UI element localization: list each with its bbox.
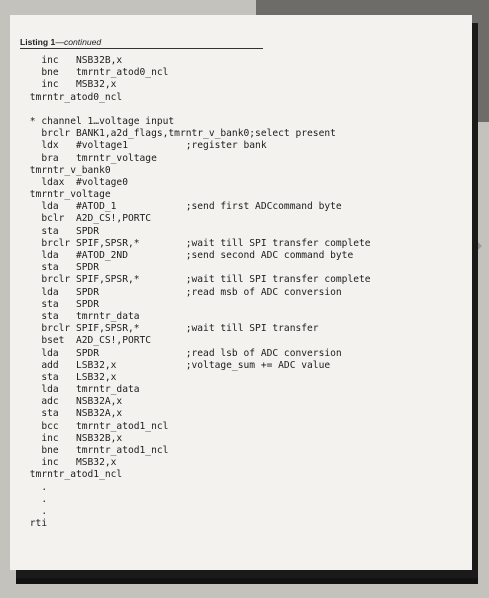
code-listing-box [10, 15, 472, 570]
listing-shadow [16, 570, 478, 584]
code-line: bra tmrntr_voltage [24, 152, 157, 164]
code-line: tmrntr_v_bank0 [24, 164, 111, 176]
code-line: tmrntr_voltage [24, 189, 111, 201]
code-line: sta NSB32A,x [24, 408, 123, 420]
code-line: inc MSB32,x [24, 457, 117, 469]
code-line: . [24, 493, 48, 505]
listing-heading [20, 37, 101, 47]
code-line: bne tmrntr_atod0_ncl [24, 67, 169, 79]
code-line: sta SPDR [24, 225, 100, 237]
code-line: bcc tmrntr_atod1_ncl [24, 420, 169, 432]
assembly-code [24, 55, 464, 530]
code-line: sta SPDR [24, 262, 100, 274]
code-line: tmrntr_atod1_ncl [24, 469, 123, 481]
code-line: bne tmrntr_atod1_ncl [24, 445, 169, 456]
code-line: tmrntr_atod0_ncl [24, 91, 123, 103]
code-line: inc NSB32B,x [24, 432, 123, 444]
code-line: ldax #voltage0 [24, 176, 128, 188]
code-line: brclr SPIF,SPSR,* ;wait till SPI transfer complete [24, 274, 371, 286]
code-line: sta SPDR [24, 298, 100, 310]
code-line: sta tmrntr_data [24, 310, 140, 322]
code-line: brclr SPIF,SPSR,* ;wait till SPI transfer complete [24, 237, 371, 249]
code-line: * channel 1…voltage input [24, 115, 175, 127]
code-line: add LSB32,x ;voltage_sum += ADC value [24, 359, 331, 371]
code-line: ldx #voltage1 ;register bank [24, 140, 267, 152]
code-line: lda SPDR ;read msb of ADC conversion [24, 286, 342, 298]
code-line: brclr SPIF,SPSR,* ;wait till SPI transfer [24, 323, 319, 335]
code-line: . [24, 481, 48, 493]
code-line: brclr BANK1,a2d_flags,tmrntr_v_bank0;select present [24, 128, 336, 140]
listing-title: Listing 1 [20, 37, 56, 47]
code-line: lda #ATOD_1 ;send first ADCcommand byte [24, 201, 342, 213]
code-line: . [24, 505, 48, 517]
listing-continued: —continued [55, 37, 102, 47]
code-line: lda tmrntr_data [24, 384, 140, 396]
code-line: adc NSB32A,x [24, 396, 123, 408]
code-line: lda #ATOD_2ND ;send second ADC command byte [24, 250, 354, 261]
code-line: rti [24, 518, 48, 530]
code-line: sta LSB32,x [24, 371, 117, 383]
code-line [24, 104, 464, 116]
heading-rule [20, 48, 263, 49]
code-line: bset A2D_CS!,PORTC [24, 335, 152, 347]
code-line: bclr A2D_CS!,PORTC [24, 213, 152, 225]
code-line: inc MSB32,x [24, 79, 117, 91]
code-line: inc NSB32B,x [24, 55, 123, 66]
code-line: lda SPDR ;read lsb of ADC conversion [24, 347, 342, 359]
